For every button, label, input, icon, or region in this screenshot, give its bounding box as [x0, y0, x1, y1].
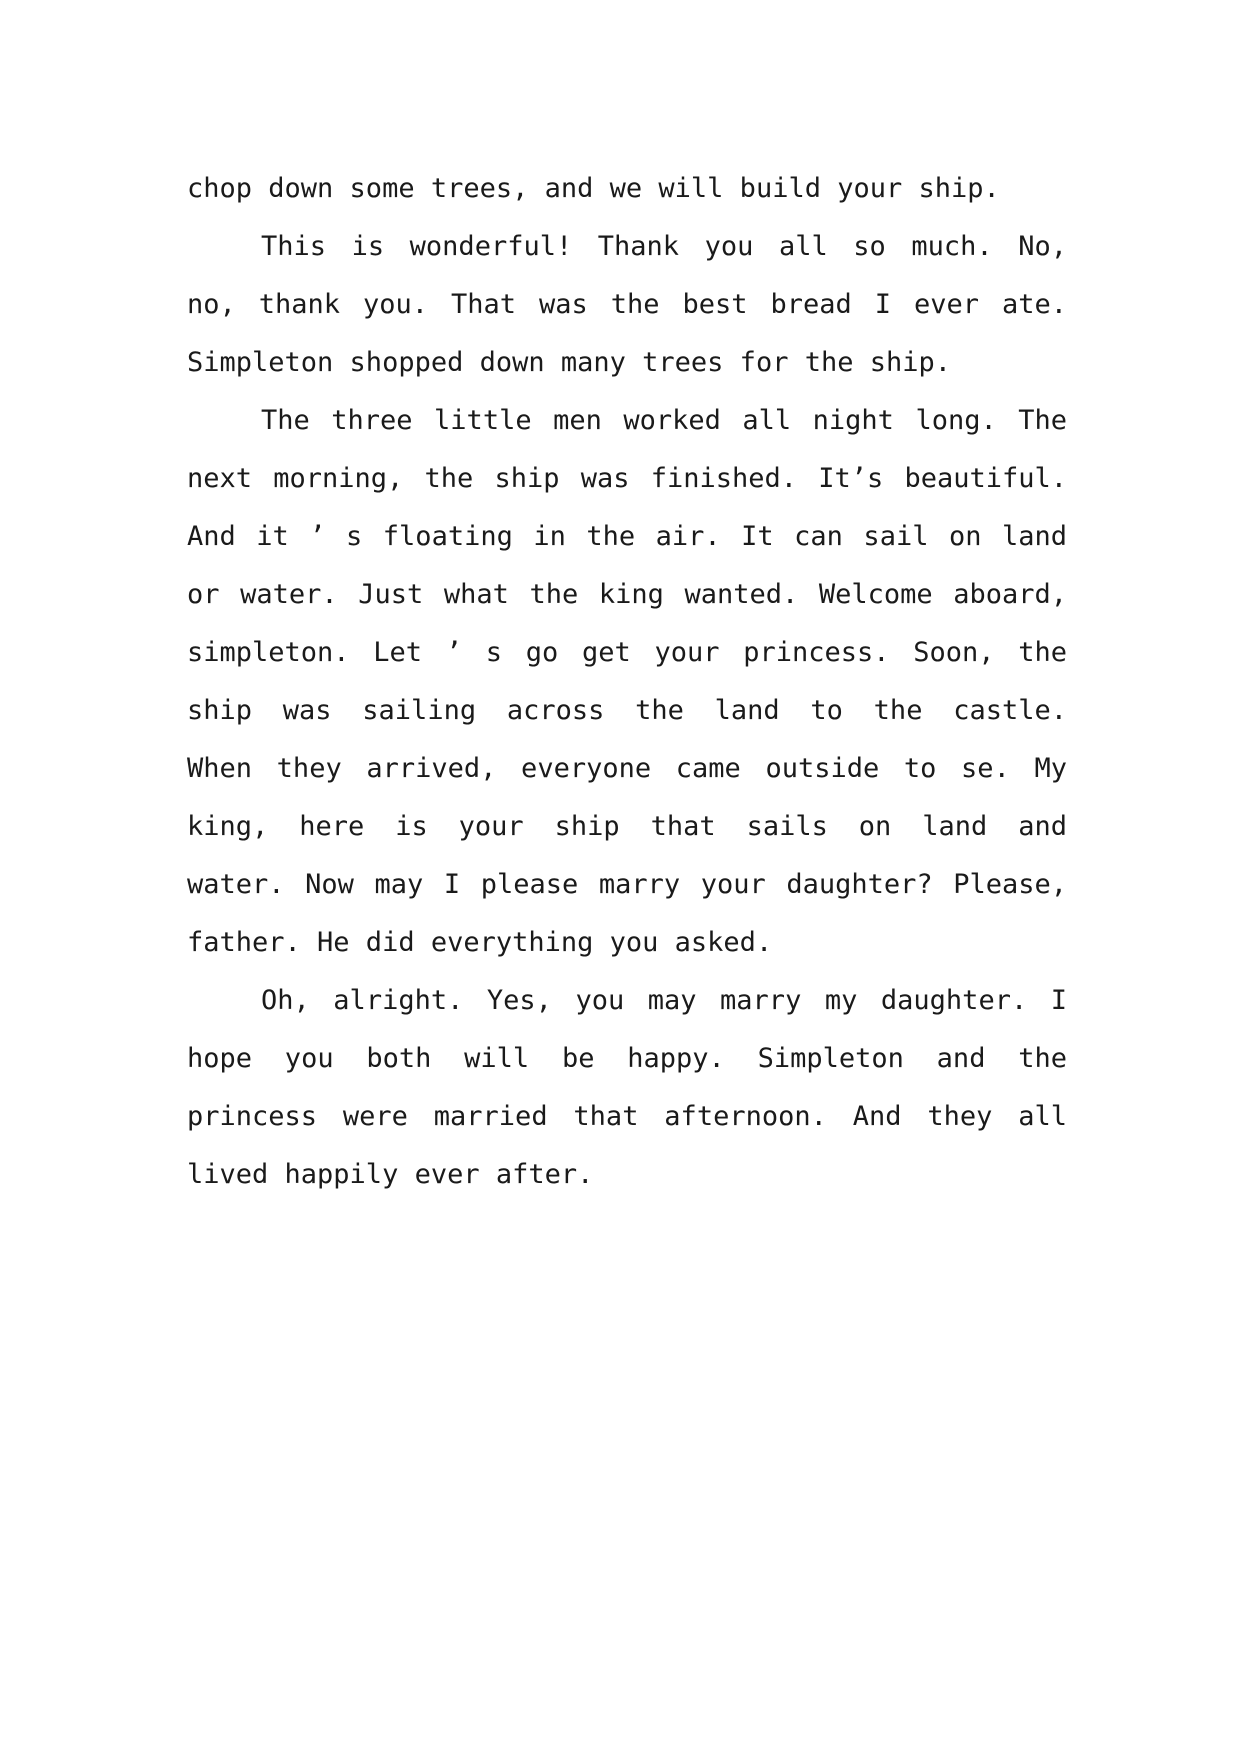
paragraph-1: [187, 160, 1067, 218]
text-line: water. Now may I please marry your daughter? Please,: [187, 869, 1067, 900]
text-line: Oh, alright. Yes, you may marry my daughter. I: [261, 985, 1067, 1016]
text-line: When they arrived, everyone came outside to se. My: [187, 753, 1067, 784]
text-line: Simpleton shopped down many trees for the ship.: [187, 347, 952, 378]
text-line: father. He did everything you asked.: [187, 927, 773, 958]
text-line: no, thank you. That was the best bread I ever ate.: [187, 289, 1067, 320]
text-line: The three little men worked all night long. The: [261, 405, 1067, 436]
text-line: king, here is your ship that sails on land and: [187, 811, 1067, 842]
text-line: simpleton. Let ’ s go get your princess. Soon, the: [187, 637, 1067, 668]
text-line: ship was sailing across the land to the castle.: [187, 695, 1067, 726]
text-line: or water. Just what the king wanted. Welcome aboard,: [187, 579, 1067, 610]
text-line: princess were married that afternoon. And they all: [187, 1101, 1067, 1132]
paragraph-4: [187, 972, 1067, 1204]
document-body: [187, 160, 1067, 1204]
text-line: This is wonderful! Thank you all so much. No,: [261, 231, 1067, 262]
text-line: next morning, the ship was finished. It’s beautiful.: [187, 463, 1067, 494]
paragraph-3: [187, 392, 1067, 972]
text-line: chop down some trees, and we will build your ship.: [187, 173, 1000, 204]
text-line: hope you both will be happy. Simpleton and the: [187, 1043, 1067, 1074]
text-line: And it ’ s floating in the air. It can sail on land: [187, 521, 1067, 552]
paragraph-2: [187, 218, 1067, 392]
text-line: lived happily ever after.: [187, 1159, 594, 1190]
